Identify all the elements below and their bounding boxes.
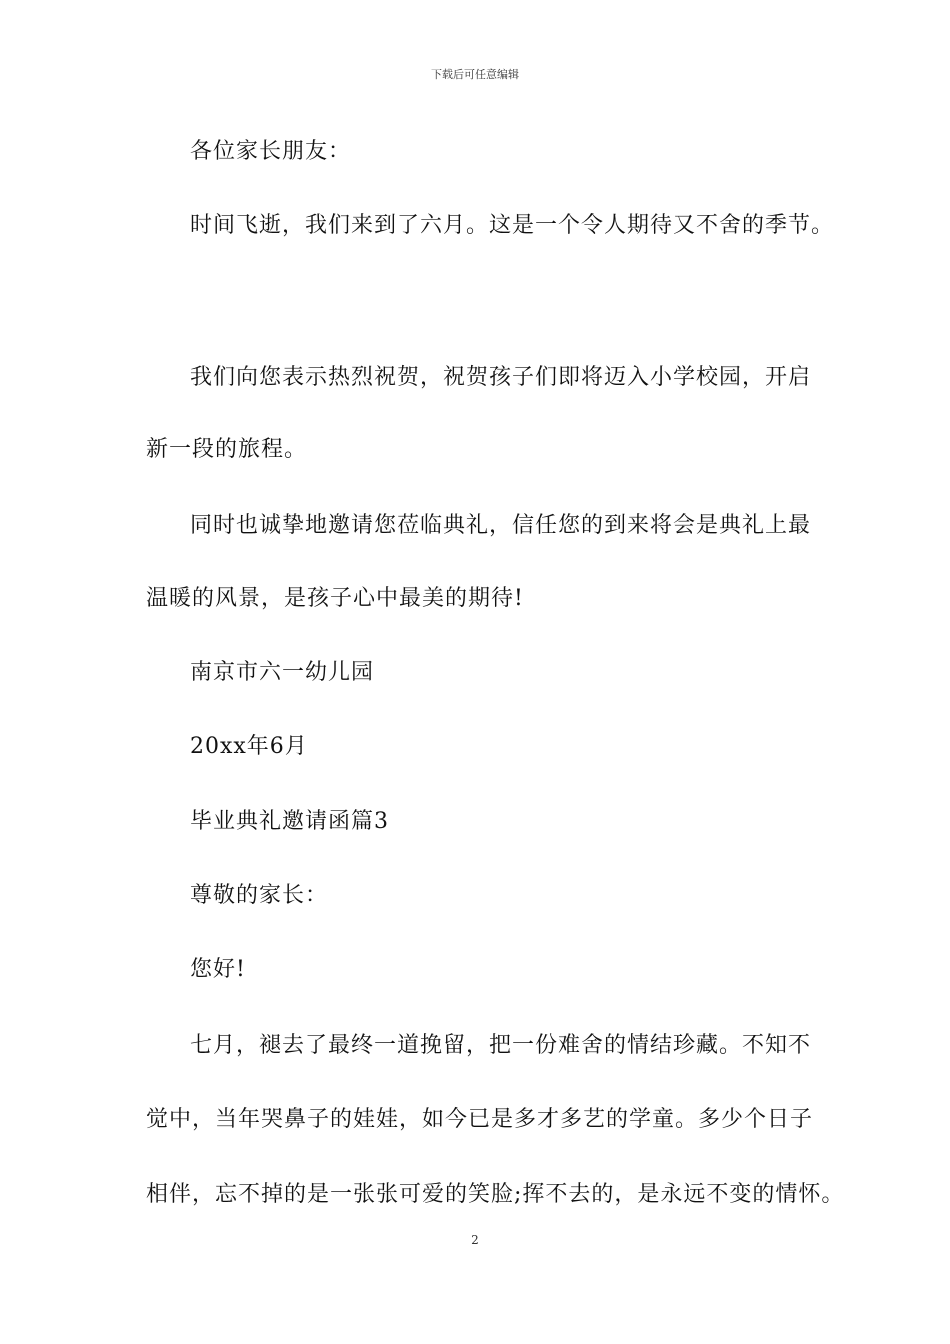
signature-date: 20xx年6月 bbox=[190, 734, 308, 759]
signature-org: 南京市六一幼儿园 bbox=[190, 660, 375, 685]
body-line: 相伴，忘不掉的是一张张可爱的笑脸;挥不去的，是永远不变的情怀。 bbox=[146, 1182, 845, 1207]
greeting-line: 各位家长朋友： bbox=[190, 139, 352, 164]
page-number: 2 bbox=[471, 1233, 479, 1247]
greeting-line: 您好! bbox=[190, 957, 246, 982]
page-header-note: 下载后可任意编辑 bbox=[431, 68, 519, 81]
body-line: 温暖的风景，是孩子心中最美的期待! bbox=[146, 586, 524, 611]
body-line: 觉中，当年哭鼻子的娃娃，如今已是多才多艺的学童。多少个日子 bbox=[146, 1107, 814, 1132]
salutation-line: 尊敬的家长： bbox=[190, 883, 329, 908]
body-line: 时间飞逝，我们来到了六月。这是一个令人期待又不舍的季节。 bbox=[190, 213, 835, 238]
body-line: 同时也诚挚地邀请您莅临典礼，信任您的到来将会是典礼上最 bbox=[190, 513, 812, 538]
section-title: 毕业典礼邀请函篇3 bbox=[190, 809, 389, 834]
body-line: 七月，褪去了最终一道挽留，把一份难舍的情结珍藏。不知不 bbox=[190, 1033, 812, 1058]
body-line: 我们向您表示热烈祝贺，祝贺孩子们即将迈入小学校园，开启 bbox=[190, 365, 812, 390]
body-line: 新一段的旅程。 bbox=[146, 437, 308, 462]
